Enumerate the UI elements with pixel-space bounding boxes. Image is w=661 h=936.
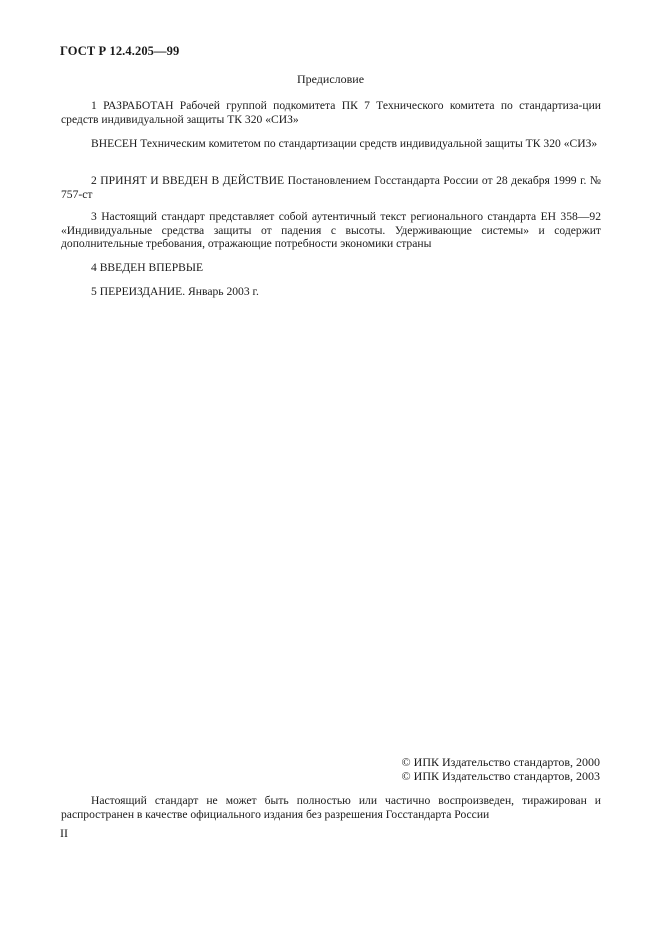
preface-item-reissue: 5 ПЕРЕИЗДАНИЕ. Январь 2003 г. xyxy=(91,285,259,298)
document-header-code: ГОСТ Р 12.4.205—99 xyxy=(60,44,180,58)
preface-item-introduced: ВНЕСЕН Техническим комитетом по стандартизации средств индивидуальной защиты ТК 320 «СИЗ» xyxy=(91,137,598,150)
preface-item-first-introduced: 4 ВВЕДЕН ВПЕРВЫЕ xyxy=(91,261,204,274)
reproduction-notice: Настоящий стандарт не может быть полностью или частично воспроизведен, тиражирован и распространен в качестве официального издания без разрешения Госстандарта России xyxy=(61,794,601,821)
preface-item-authentic-text: 3 Настоящий стандарт представляет собой аутентичный текст регионального стандарта ЕН 358—92 «Индивидуальные средства защиты от падения с высоты. Удерживающие системы» и содержит дополнительные требования, отражающие потребности экономики страны xyxy=(61,210,601,250)
copyright-line-2000: © ИПК Издательство стандартов, 2000 xyxy=(401,755,600,769)
preface-item-developed: 1 РАЗРАБОТАН Рабочей группой подкомитета ПК 7 Технического комитета по стандартиза-ции средств индивидуальной защиты ТК 320 «СИЗ» xyxy=(61,99,601,126)
copyright-line-2003: © ИПК Издательство стандартов, 2003 xyxy=(401,768,600,783)
copyright-block xyxy=(402,756,600,783)
preface-item-adopted: 2 ПРИНЯТ И ВВЕДЕН В ДЕЙСТВИЕ Постановлением Госстандарта России от 28 декабря 1999 г. № 757-ст xyxy=(61,174,601,201)
preface-title: Предисловие xyxy=(296,72,365,86)
page-number: II xyxy=(60,826,68,840)
